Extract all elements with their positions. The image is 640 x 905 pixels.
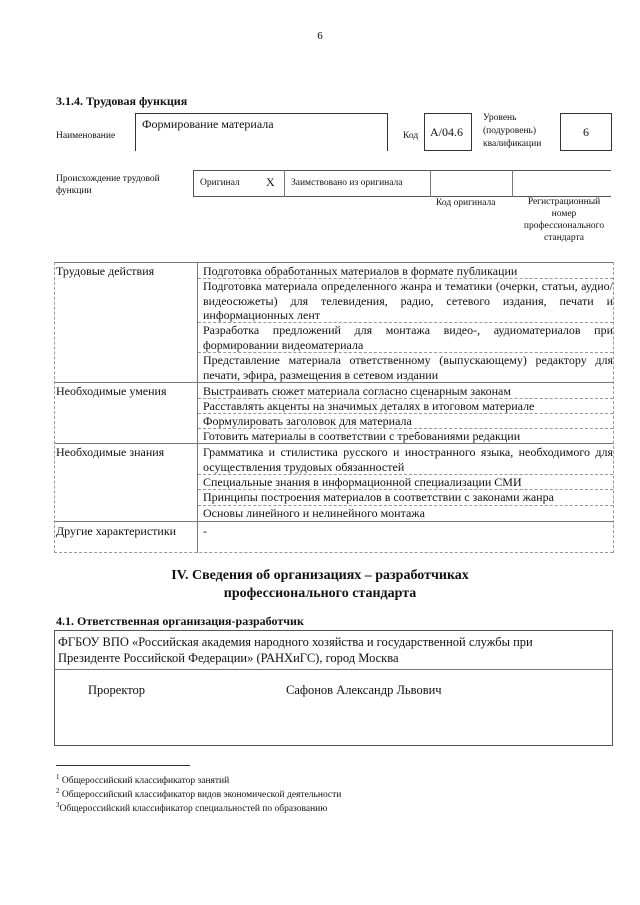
skill-item: Формулировать заголовок для материала (203, 414, 412, 428)
kod-box (424, 113, 472, 151)
origin-label-2: функции (56, 186, 92, 196)
skills-label: Необходимые умения (56, 384, 167, 398)
knowledge-label: Необходимые знания (56, 445, 165, 459)
reg-label-2: номер (551, 209, 577, 219)
reg-label-4: стандарта (544, 233, 584, 243)
kod-value: A/04.6 (430, 125, 463, 139)
level-box (560, 113, 612, 151)
knowledge-item: Принципы построения материалов в соответствии с законами жанра (203, 490, 554, 504)
other-label: Другие характеристики (56, 524, 177, 538)
reg-label-1: Регистрационный (527, 197, 601, 207)
knowledge-item: Грамматика и стилистика русского и иностранного языка, необходимого для осуществления трудовых обязанностей (203, 445, 613, 474)
level-value: 6 (583, 125, 589, 139)
action-item: Разработка предложений для монтажа видео-, аудиоматериалов при формировании видеоматериала (203, 323, 613, 352)
signer-name: Сафонов Александр Львович (286, 683, 442, 697)
level-label-3: квалификации (483, 139, 542, 149)
level-label-1: Уровень (483, 113, 517, 123)
knowledge-item: Специальные знания в информационной специализации СМИ (203, 475, 522, 489)
skill-item: Готовить материалы в соответствии с требованиями редакции (203, 429, 521, 443)
kod-label: Код (403, 131, 419, 141)
function-name-box (135, 113, 388, 151)
original-label: Оригинал (200, 178, 240, 188)
kod-originala-label: Код оригинала (436, 198, 496, 208)
actions-label: Трудовые действия (56, 264, 155, 278)
footnote: $^3$Общероссийский классификатор специальностей по образованию (56, 801, 328, 815)
original-mark: X (266, 175, 275, 189)
action-item: Представление материала ответственному (выпускающему) редактору для печати, эфира, размещения в сетевом издании (203, 353, 613, 382)
signer-position: Проректор (88, 683, 146, 697)
action-item: Подготовка материала определенного жанра и тематики (очерки, статьи, аудио/видеосюжеты) для телевидения, радио, сетевого издания, печати и информационных лент (203, 279, 613, 322)
footnote: $^2$ Общероссийский классификатор видов экономической деятельности (56, 787, 342, 801)
section4-title-line2: профессионального стандарта (223, 586, 417, 601)
reg-label-3: профессионального (523, 221, 605, 231)
org-line-2: Президенте Российской Федерации» (РАНХиГС), город Москва (58, 651, 399, 665)
function-heading: 3.1.4. Трудовая функция (56, 94, 188, 108)
section4-title-line1: IV. Сведения об организациях – разработчиках (171, 568, 469, 583)
skill-item: Расставлять акценты на значимых деталях в итоговом материале (203, 399, 535, 413)
origin-label-1: Происхождение трудовой (56, 174, 160, 184)
other-value: - (203, 524, 207, 538)
skill-item: Выстраивать сюжет материала согласно сценарным законам (203, 384, 511, 398)
page-number: 6 (317, 30, 323, 42)
footnote: $^1$ Общероссийский классификатор занятий (56, 773, 230, 787)
naimenovanie-label: Наименование (56, 131, 116, 141)
action-item: Подготовка обработанных материалов в формате публикации (203, 264, 518, 278)
knowledge-item: Основы линейного и нелинейного монтажа (203, 506, 425, 520)
org-line-1: ФГБОУ ВПО «Российская академия народного хозяйства и государственной службы при (58, 635, 533, 649)
level-label-2: (подуровень) (483, 126, 537, 136)
function-name: Формирование материала (142, 117, 274, 131)
section41-heading: 4.1. Ответственная организация-разработчик (56, 614, 304, 628)
borrowed-label: Заимствовано из оригинала (291, 178, 403, 188)
